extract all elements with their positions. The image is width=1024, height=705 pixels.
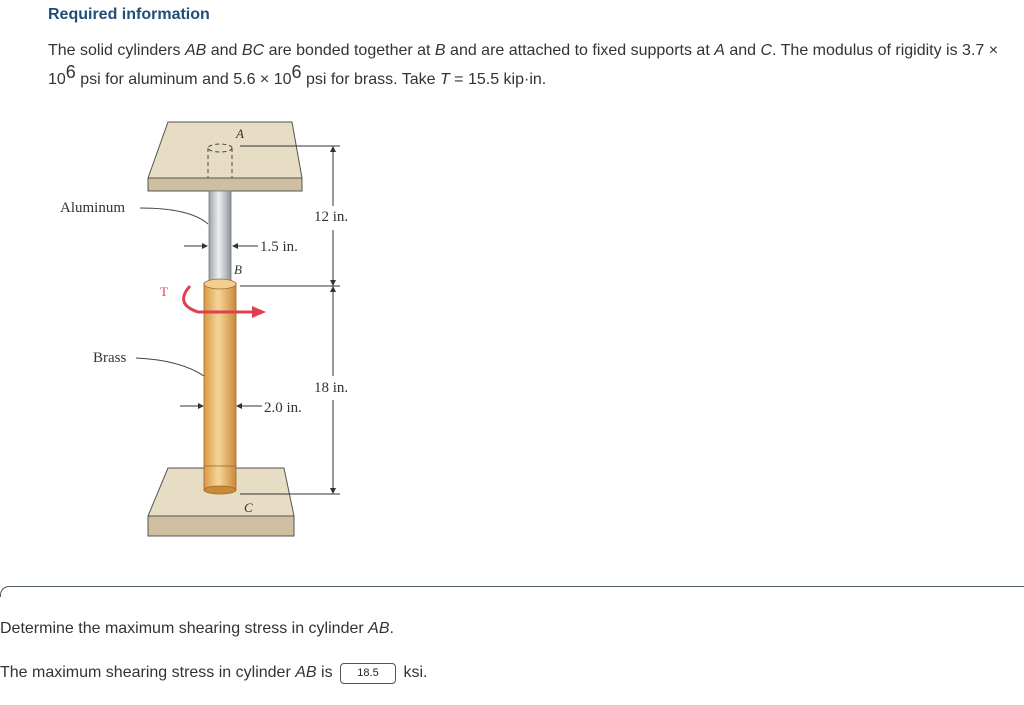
label-b: B xyxy=(234,262,242,277)
top-support-edge xyxy=(148,178,302,191)
top-support-face xyxy=(148,122,302,178)
required-information-heading: Required information xyxy=(48,6,210,23)
dimension-18-in: 18 in. xyxy=(314,380,349,396)
answer-line: The maximum shearing stress in cylinder AB is 18.5 ksi. xyxy=(0,663,427,684)
section-divider xyxy=(0,586,1024,597)
label-c: C xyxy=(244,500,253,515)
label-brass: Brass xyxy=(93,350,127,366)
diameter-bc: 2.0 in. xyxy=(264,400,302,416)
answer-unit: ksi. xyxy=(403,664,428,681)
diameter-ab: 1.5 in. xyxy=(260,239,298,255)
cylinder-figure xyxy=(40,108,380,544)
label-a: A xyxy=(236,126,244,141)
cylinder-diagram xyxy=(40,108,380,544)
dimension-12-in: 12 in. xyxy=(314,209,349,225)
label-aluminum: Aluminum xyxy=(60,200,126,216)
bottom-support-edge xyxy=(148,516,294,536)
aluminum-rod xyxy=(209,191,231,286)
question-text: Determine the maximum shearing stress in cylinder AB. xyxy=(0,620,394,637)
answer-input[interactable]: 18.5 xyxy=(340,663,396,684)
label-t: T xyxy=(160,284,168,299)
problem-statement: The solid cylinders AB and BC are bonded together at B and are attached to fixed supports at A and C. The modulus of rigidity is $3.7 \times 10^6$ psi for aluminum and $5.6 \times 10^6$ psi for brass. Take T = 15.5 kip·in. xyxy=(48,42,999,88)
